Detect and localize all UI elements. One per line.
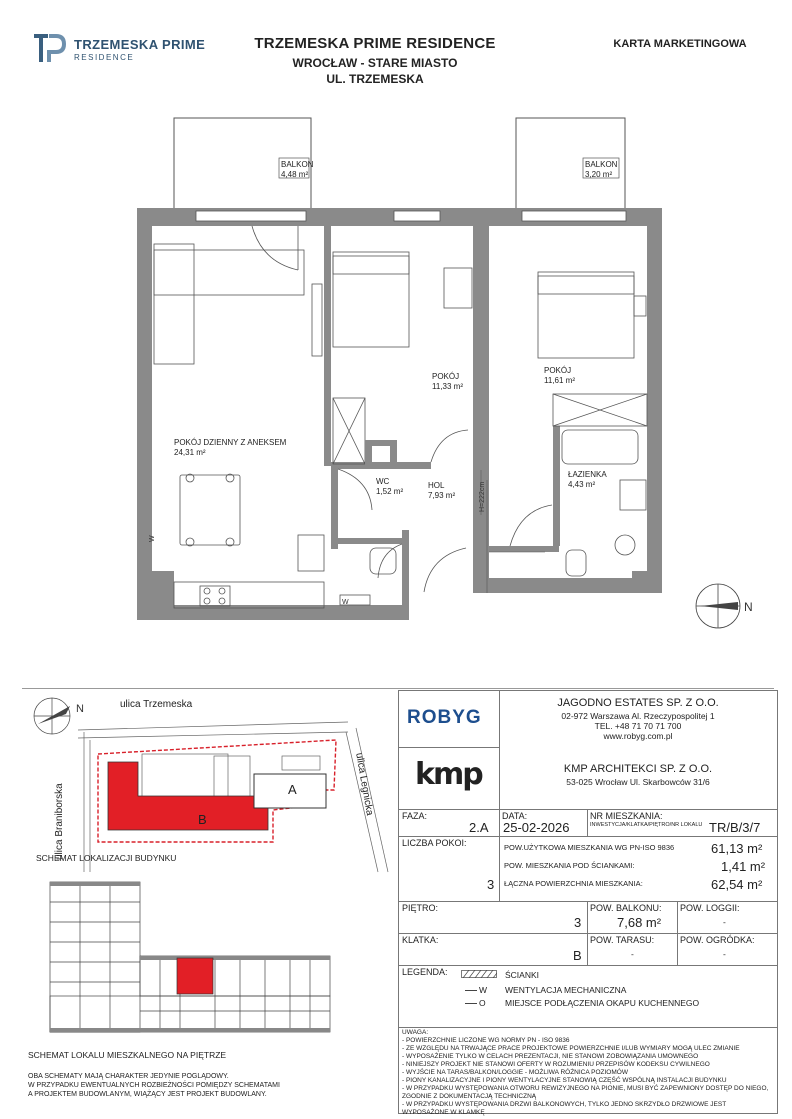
taras-label: POW. TARASU: (590, 935, 655, 945)
kmp-logo: kmp (415, 757, 482, 792)
developer-info: JAGODNO ESTATES SP. Z O.O. 02-972 Warszawa Al. Rzeczypospolitej 1 TEL. +48 71 70 71 700 www.robyg.com.pl (557, 697, 719, 741)
nr-value: TR/B/3/7 (709, 820, 761, 835)
nr-label: NR MIESZKANIA: (590, 811, 663, 821)
pow-skosy-value: 1,41 m² (721, 859, 766, 874)
floor-caption: SCHEMAT LOKALU MIESZKALNEGO NA PIĘTRZE (28, 1050, 227, 1060)
card-type-label: KARTA MARKETINGOWA (613, 38, 747, 50)
pokoje-value: 3 (487, 877, 495, 892)
height-label: H=222cm (479, 481, 486, 512)
pow-uzytkowa-value: 61,13 m² (711, 841, 763, 856)
street-top-label: ulica Trzemeska (120, 699, 193, 710)
ventilation-mark-left: W (149, 535, 156, 542)
faza-label: FAZA: (402, 811, 428, 821)
balcony-right-label: BALKON 3,20 m² (585, 160, 618, 179)
taras-value: - (631, 949, 634, 959)
klatka-value: B (573, 948, 582, 963)
nr-sublabel: INWESTYCJA/KLATKA/PIĘTRO/NR LOKALU (590, 822, 703, 828)
legenda-label: LEGENDA: (402, 967, 448, 977)
room-bedroom-1-label: POKÓJ 11,33 m² (432, 372, 463, 391)
room-wc-label: WC 1,52 m² (376, 477, 404, 496)
data-value: 25-02-2026 (503, 820, 570, 835)
arrow-w-icon (465, 990, 477, 991)
balkon-label: POW. BALKONU: (590, 903, 662, 913)
wall-left (137, 208, 152, 620)
logo-text: TRZEMESKA PRIME (74, 37, 206, 52)
pietro-value: 3 (574, 915, 582, 930)
street-right-label: ulica Legnicka (353, 752, 376, 817)
room-bathroom-label: ŁAZIENKA 4,43 m² (568, 470, 607, 489)
ogrodek-label: POW. OGRÓDKA: (680, 935, 755, 945)
robyg-logo: ROBYG (407, 707, 482, 728)
arrow-o-icon (465, 1003, 477, 1004)
site-scheme (18, 692, 398, 877)
pow-laczna-label: ŁĄCZNA POWIERZCHNIA MIESZKANIA: (504, 879, 643, 888)
legend-mark-o: O (479, 998, 486, 1008)
balcony-left-label: BALKON 4,48 m² (281, 160, 314, 179)
room-bedroom-2-label: POKÓJ 11,61 m² (544, 366, 575, 385)
balkon-value: 7,68 m² (617, 915, 662, 930)
klatka-label: KLATKA: (402, 935, 439, 945)
legend-item-walls: ŚCIANKI (505, 970, 540, 980)
architect-info: KMP ARCHITEKCI SP. Z O.O. 53-025 Wrocław Ul. Skarbowców 31/6 (563, 763, 713, 787)
building-b-label: B (198, 812, 207, 827)
ogrodek-value: - (723, 949, 726, 959)
info-table (398, 690, 778, 1114)
loggia-value: - (723, 917, 726, 927)
wall-bottom-left (137, 605, 407, 620)
room-hall-label: HOL 7,93 m² (428, 481, 456, 500)
pokoje-label: LICZBA POKOI: (402, 838, 467, 848)
svg-text:N: N (76, 703, 84, 715)
data-label: DATA: (502, 811, 528, 821)
pow-uzytkowa-label: POW.UŻYTKOWA MIESZKANIA WG PN-ISO 9836 (504, 843, 675, 852)
city-label: WROCŁAW - STARE MIASTO (292, 56, 458, 70)
legend-item-hood: MIEJSCE PODŁĄCZENIA OKAPU KUCHENNEGO (505, 998, 700, 1008)
street-label: UL. TRZEMESKA (326, 72, 424, 86)
apartment-highlight (177, 958, 213, 994)
section-divider (22, 688, 774, 689)
compass-letter: N (744, 600, 753, 614)
building-a-label: A (288, 782, 297, 797)
street-left-label: ulica Braniborska (54, 783, 65, 860)
legend-item-ventilation: WENTYLACJA MECHANICZNA (505, 985, 627, 995)
ventilation-mark-bottom: W (342, 599, 349, 606)
legend-mark-w: W (479, 985, 488, 995)
floor-scheme (40, 876, 340, 1046)
site-compass-icon (34, 698, 84, 734)
wall-right (647, 208, 662, 593)
faza-value: 2.A (469, 820, 489, 835)
compass-icon (696, 584, 753, 628)
pietro-label: PIĘTRO: (402, 903, 439, 913)
wall-bottom-right (487, 578, 662, 593)
notes: UWAGA: - POWIERZCHNIE LICZONE WG NORMY PN - ISO 9836 - ZE WZGLĘDU NA TRWAJĄCE PRACE PROJEKTOWE POWIERZCHNIE I/LUB WYMIARY MOGĄ ULEC ZMIANIE - WYPOSAŻENIE TYLKO W CELACH PREZENTACJI, NIE STANOWI ZOBOWIĄZANIA UMOWNEGO - NINIEJSZY PROJEKT NIE STANOWI OFERTY W ROZUMIENIU PRZEPISÓW KODEKSU CYWILNEGO - WYJŚCIE NA TARAS/BALKON/LOGGIE - MOŻLIWA RÓŻNICA POZIOMÓW - PIONY KANALIZACYJNE I PIONY WENTYLACYJNE STANOWIĄ CZĘŚĆ WSPÓLNĄ INSTALACJI BUDYNKU - W PRZYPADKU WYSTĘPOWANIA OTWORU REWIZYJNEGO NA PIONIE, MUSI BYĆ ZAPEWNIONY DOSTĘP DO NIEGO, ZGODNIE Z DOKUMENTACJĄ TECHNICZNĄ - W PRZYPADKU WYSTĘPOWANIA DRZWI BALKONOWYCH, TYLKO JEDNO SKRZYDŁO DRZWIOWE JEST WYPOSAŻONE W KLAMKĘ (402, 1029, 769, 1116)
building-b-shape (108, 762, 268, 830)
pow-laczna-value: 62,54 m² (711, 877, 763, 892)
room-living-label: POKÓJ DZIENNY Z ANEKSEM 24,31 m² (174, 438, 287, 457)
disclaimer: OBA SCHEMATY MAJĄ CHARAKTER JEDYNIE POGLĄDOWY. W PRZYPADKU EWENTUALNYCH ROZBIEŻNOŚCI POMIĘDZY SCHEMATAMI A PROJEKTEM BUDOWLANYM, WIĄŻĄCY JEST PROJEKT BUDOWLANY. (28, 1073, 280, 1098)
logo-subtext: RESIDENCE (74, 53, 135, 62)
pow-skosy-label: POW. MIESZKANIA POD ŚCIANKAMI: (504, 861, 635, 870)
page-title: TRZEMESKA PRIME RESIDENCE (254, 35, 496, 52)
hatch-icon (461, 970, 497, 978)
site-caption: SCHEMAT LOKALIZACJI BUDYNKU (36, 853, 177, 863)
loggia-label: POW. LOGGII: (680, 903, 740, 913)
